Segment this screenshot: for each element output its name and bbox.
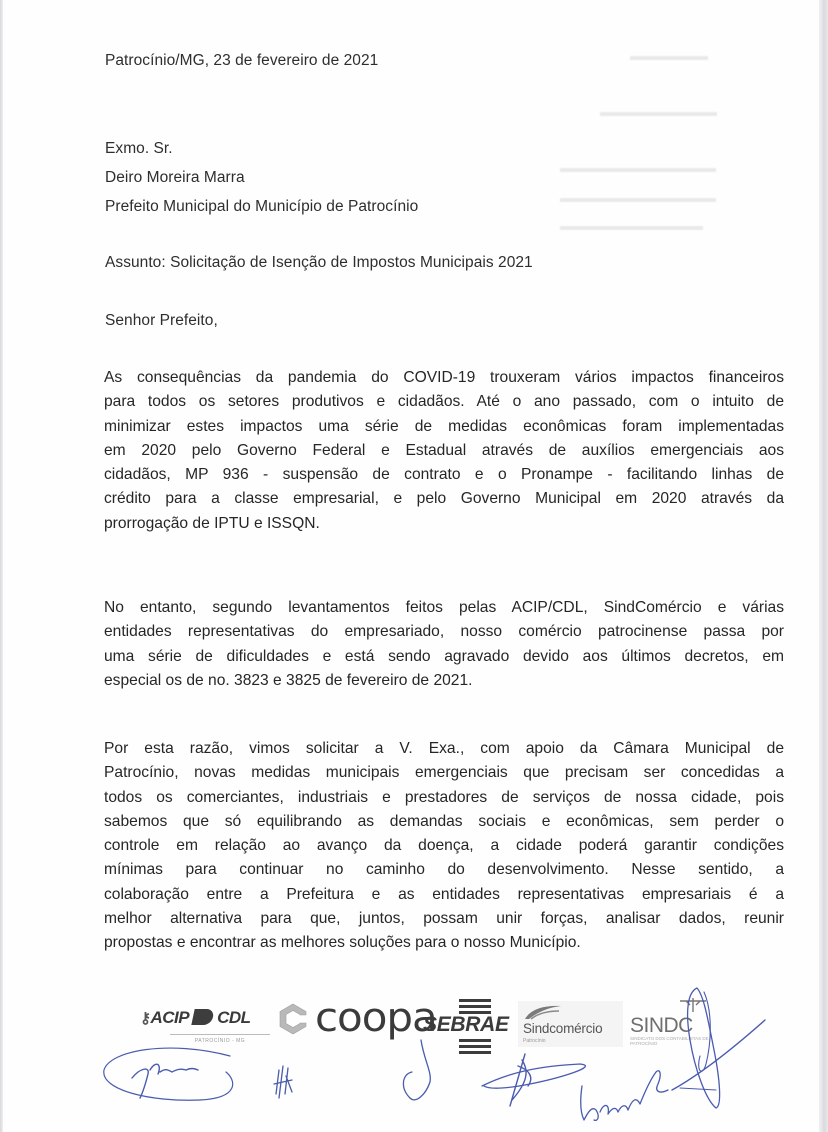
show-through-ghost: ▬▬▬▬▬▬▬▬▬▬▬▬	[560, 190, 716, 205]
acip-label: ACIP	[150, 1008, 190, 1027]
recipient-title: Exmo. Sr.	[105, 140, 173, 157]
paragraph-line: propostas e encontrar as melhores soluções para o nosso Município.	[104, 934, 581, 952]
place-date: Patrocínio/MG, 23 de fevereiro de 2021	[105, 52, 379, 69]
show-through-ghost: ▬▬▬▬▬▬▬▬▬▬▬	[560, 218, 703, 233]
cdl-mark-icon	[191, 1009, 214, 1025]
paragraph-line: Por esta razão, vimos solicitar a V. Exa., com apoio da Câmara Municipal de	[104, 740, 784, 757]
paragraph-line: uma série de dificuldades e está sendo agravado devido aos últimos decretos, em	[104, 647, 784, 665]
signature-2	[274, 1066, 292, 1098]
paragraph-line: em 2020 pelo Governo Federal e Estadual através de auxílios emergenciais aos	[104, 441, 784, 459]
sindcont-subtitle: SINDICATO DOS CONTABILISTAS DE PATROCÍNIO	[630, 1036, 709, 1046]
subject-line: Assunto: Solicitação de Isenção de Impostos Municipais 2021	[105, 254, 533, 271]
acip-cdl-logo	[140, 1008, 251, 1044]
sindcomercio-subtitle: Patrocínio	[523, 1038, 546, 1044]
show-through-ghost: ▬▬▬▬▬▬▬▬▬	[600, 104, 717, 119]
sindcont-logo	[630, 1000, 720, 1046]
paragraph-2	[104, 596, 784, 693]
coopa-logo: coopa	[315, 995, 437, 1041]
sebrae-bar	[459, 1039, 491, 1042]
greeting: Senhor Prefeito,	[105, 312, 218, 329]
sebrae-bar	[459, 1005, 491, 1008]
signature-4	[482, 1054, 585, 1106]
sindcont-wordmark: SINDC	[630, 1014, 693, 1037]
cdl-label: CDL	[217, 1008, 251, 1027]
paragraph-line: controle em relação ao avanço da doença, a cidade poderá garantir condições	[104, 837, 784, 855]
sindcomercio-swoosh-icon	[523, 1003, 563, 1021]
paragraph-line: sabemos que só equilibrando as demandas sociais e econômicas, sem perder o	[104, 812, 784, 830]
paragraph-1	[104, 366, 784, 536]
sebrae-wordmark: SEBRAE	[423, 1013, 509, 1036]
show-through-ghost: ▬▬▬▬▬▬	[630, 48, 708, 63]
paragraph-line: mínimas para continuar no caminho do desenvolvimento. Nesse sentido, a	[104, 861, 784, 879]
acip-key-icon: ⚷	[140, 1010, 151, 1027]
paragraph-line: todos os comerciantes, industriais e prestadores de serviços de nossa cidade, pois	[104, 788, 784, 806]
paragraph-line: crédito para a classe empresarial, e pelo Governo Municipal em 2020 através da	[104, 490, 784, 508]
recipient-name: Deiro Moreira Marra	[105, 169, 245, 186]
paragraph-line: para todos os setores produtivos e cidadãos. Até o ano passado, com o intuito de	[104, 393, 784, 411]
paragraph-line: melhor alternativa para que, juntos, possam unir forças, analisar dados, reunir	[104, 910, 784, 928]
paragraph-line: prorrogação de IPTU e ISSQN.	[104, 514, 320, 532]
paragraph-line: colaboração entre a Prefeitura e as entidades representativas empresariais é a	[104, 885, 784, 903]
page-edge-right	[819, 0, 828, 1132]
acip-subtitle: PATROCÍNIO - MG	[170, 1034, 270, 1044]
paragraph-line: especial os de no. 3823 e 3825 de fevereiro de 2021.	[104, 671, 473, 689]
sindcont-caduceus-icon	[678, 998, 708, 1012]
show-through-ghost: ▬▬▬▬▬▬▬▬▬▬▬▬	[560, 160, 716, 175]
sindcomercio-wordmark: Sindcomércio	[523, 1021, 603, 1036]
partner-logos	[140, 996, 740, 1056]
sebrae-logo	[423, 999, 523, 1053]
paragraph-line: minimizar estes impactos uma série de medidas econômicas foram implementadas	[104, 417, 784, 435]
sebrae-bar	[459, 1051, 491, 1054]
paragraph-line: entidades representativas do empresariado, nosso comércio patrocinense passa por	[104, 623, 784, 641]
paragraph-line: Patrocínio, novas medidas municipais emergenciais que precisam ser concedidas a	[104, 764, 784, 782]
coopa-hexagon-icon	[276, 1002, 310, 1036]
recipient-position: Prefeito Municipal do Município de Patrocínio	[105, 198, 419, 215]
sebrae-bar	[459, 999, 491, 1002]
paragraph-3	[104, 737, 784, 956]
paragraph-line: As consequências da pandemia do COVID-19 trouxeram vários impactos financeiros	[104, 369, 784, 386]
paragraph-line: No entanto, segundo levantamentos feitos pelas ACIP/CDL, SindComércio e várias	[104, 599, 784, 616]
paragraph-line: cidadãos, MP 936 - suspensão de contrato e o Pronampe - facilitando linhas de	[104, 466, 784, 484]
page-edge-left	[0, 0, 3, 1132]
sebrae-bar	[459, 1045, 491, 1048]
sindcomercio-logo	[518, 1001, 623, 1047]
signature-5	[581, 1071, 668, 1121]
